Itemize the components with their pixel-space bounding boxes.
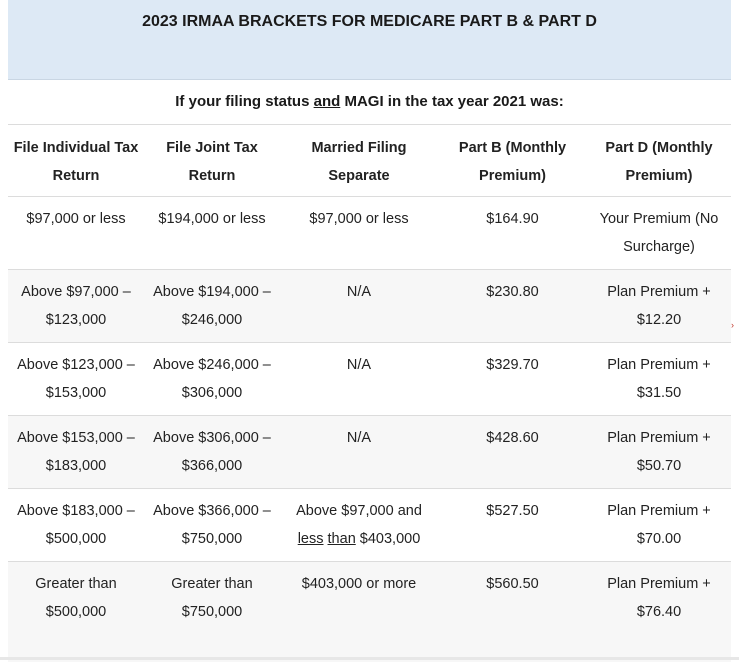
header-part-d: Part D (Monthly Premium) <box>605 140 713 184</box>
cell-individual: Greater than $500,000 <box>35 576 117 620</box>
header-part-b: Part B (Monthly Premium) <box>458 140 567 184</box>
table-header-row <box>8 125 731 197</box>
cell-part-b: $527.50 <box>486 503 539 519</box>
caption-pre: If your filing status <box>175 93 314 110</box>
cell-individual: Above $97,000 – $123,000 <box>21 284 131 328</box>
cell-text: $403,000 <box>355 531 421 547</box>
chevron-icon: › <box>731 320 734 330</box>
table-caption <box>8 93 731 110</box>
cell-individual: Above $153,000 – $183,000 <box>17 430 135 474</box>
cell-married-separate: N/A <box>346 430 372 446</box>
cell-part-d: Plan Premium + $31.50 <box>607 357 711 401</box>
caption-post: MAGI in the tax year 2021 was: <box>340 93 564 110</box>
title-band <box>8 0 731 80</box>
cell-text: Above $97,000 and <box>296 503 422 519</box>
cell-married-separate: $97,000 or less <box>309 211 409 227</box>
cell-part-d: Plan Premium + $50.70 <box>607 430 711 474</box>
cell-married-separate <box>280 489 438 561</box>
cell-married-separate: N/A <box>346 357 372 373</box>
header-married-separate: Married Filing Separate <box>311 140 407 184</box>
cell-text-underlined: less <box>297 531 324 547</box>
cell-married-separate: N/A <box>346 284 372 300</box>
cell-part-b: $560.50 <box>486 576 539 592</box>
cell-text-underlined: than <box>327 531 356 547</box>
cell-joint: Above $194,000 – $246,000 <box>153 284 271 328</box>
table-row <box>8 489 731 562</box>
page-title: 2023 IRMAA BRACKETS FOR MEDICARE PART B & PART D <box>142 13 597 30</box>
cell-individual: Above $123,000 – $153,000 <box>17 357 135 401</box>
caption-underlined: and <box>313 93 341 110</box>
cell-part-d: Plan Premium + $12.20 <box>607 284 711 328</box>
table-row <box>8 562 731 662</box>
table-row <box>8 197 731 270</box>
cell-part-b: $164.90 <box>486 211 539 227</box>
cell-part-b: $329.70 <box>486 357 539 373</box>
table-row <box>8 343 731 416</box>
table-row <box>8 416 731 489</box>
cell-joint: Greater than $750,000 <box>171 576 253 620</box>
cell-joint: Above $366,000 – $750,000 <box>153 503 271 547</box>
header-joint: File Joint Tax Return <box>166 140 258 184</box>
cell-individual: Above $183,000 – $500,000 <box>17 503 135 547</box>
cell-joint: $194,000 or less <box>158 211 266 227</box>
cell-joint: Above $306,000 – $366,000 <box>153 430 271 474</box>
cell-part-d: Plan Premium + $70.00 <box>607 503 711 547</box>
cell-part-d: Plan Premium + $76.40 <box>607 576 711 620</box>
cell-part-d: Your Premium (No Surcharge) <box>599 211 719 255</box>
cell-part-b: $428.60 <box>486 430 539 446</box>
header-individual: File Individual Tax Return <box>13 140 139 184</box>
cell-married-separate: $403,000 or more <box>301 576 417 592</box>
irmaa-table <box>8 124 731 662</box>
cell-part-b: $230.80 <box>486 284 539 300</box>
cell-joint: Above $246,000 – $306,000 <box>153 357 271 401</box>
table-row <box>8 270 731 343</box>
cell-individual: $97,000 or less <box>26 211 126 227</box>
